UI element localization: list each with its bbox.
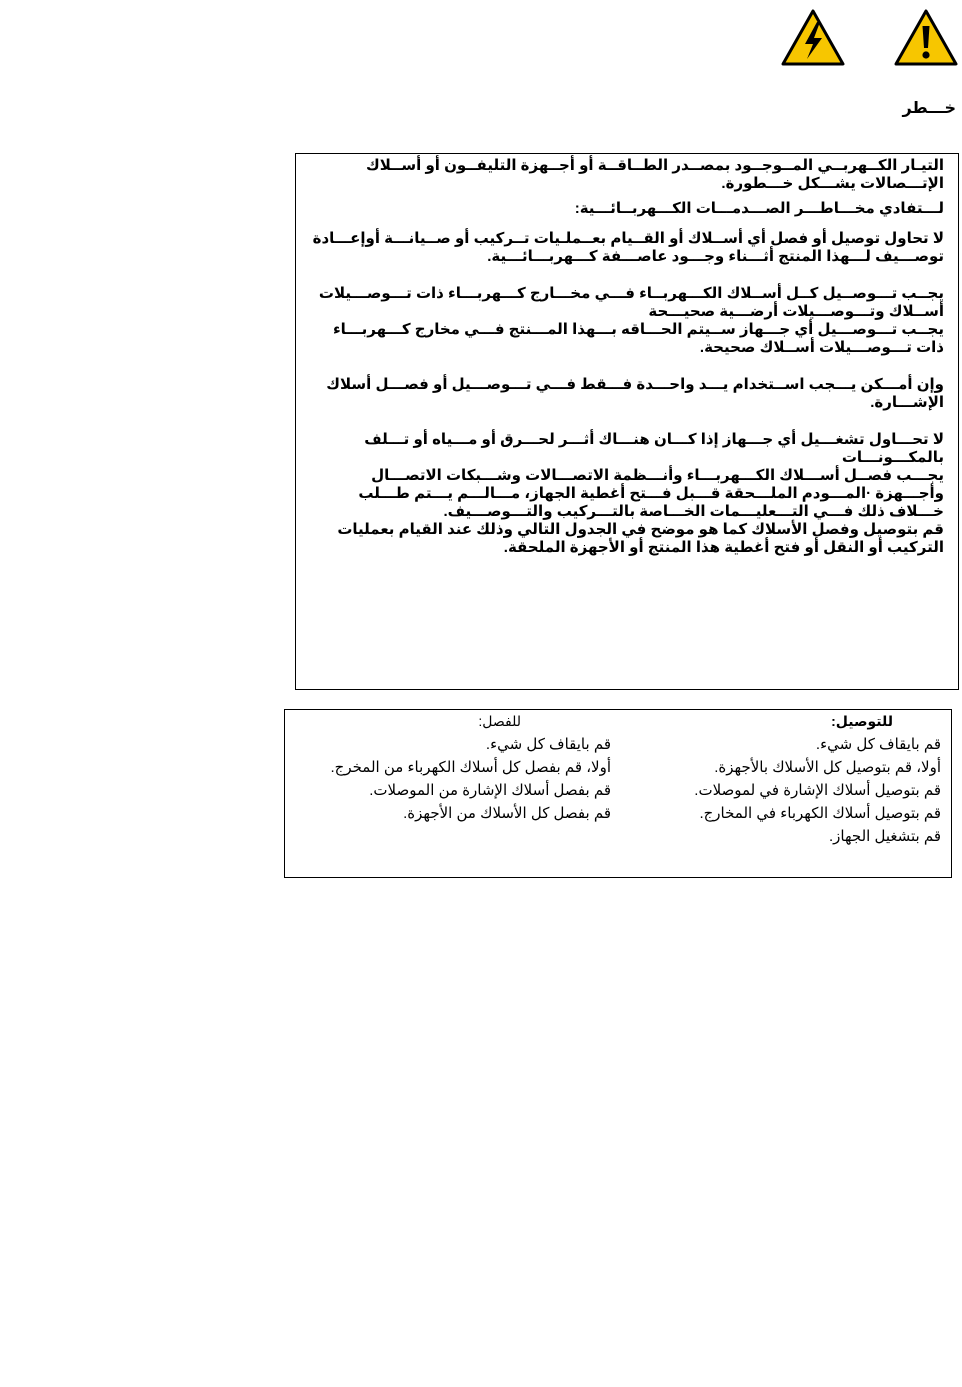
warning-paragraph: وإن أمـــكن يـــجب اســتخدام يـــد واحـــدة فـــقط فـــي تـــوصـــيل أو فصـــل أسلاك الإشـــارة. [326,376,944,411]
warning-paragraph: التيـار الكــهربــي المــوجــود بمصــدر الطــاقــة أو أجــهزة التليفــون أو أســلاك الإتـــصالات يشـــكل خـــطورة. [366,157,944,192]
connect-steps [651,733,941,848]
electrical-hazard-icon [780,8,846,68]
connect-step: قم بتوصيل أسلاك الكهرباء في المخارج. [699,805,941,822]
warning-paragraph: يجــب تـــوصــيل كــل أســلاك الكـــهربــاء فـــي مخـــارج كـــهربـــاء ذات تـــوصـــيلات أســلاك وتـــوصـــيلات أرضـــية صحيـــحة [318,285,944,320]
connect-step: قم بايقاف كل شيء. [815,736,941,753]
warning-paragraph: يجــب تـــوصـــيل أي جـــهاز ســيتم الحـــاقه بـــهذا المـــنتج فـــي مخارج كـــهربـــاء ذات تـــوصـــيلات أســلاك صحيحة. [332,321,944,356]
disconnect-step: قم بفصل كل الأسلاك من الأجهزة. [403,805,611,822]
connect-disconnect-table [284,709,952,878]
safety-warning-box [295,153,959,690]
disconnect-heading: للفصل: [478,713,521,729]
caution-exclamation-icon [893,8,959,68]
disconnect-step: قم بايقاف كل شيء. [485,736,611,753]
danger-title: خـــطر [902,100,956,117]
connect-step: قم بتشغيل الجهاز. [828,828,941,845]
warning-paragraph: لـــتفادي مخـــاطـــر الصـــدمـــات الكـــهربــائـــية: [574,200,944,217]
connect-heading: للتوصيل: [831,713,893,729]
warning-paragraph: يجـــب فصــل أســـلاك الكـــهربـــاء وأنـــظمة الاتصـــالات وشـــبكات الاتصـــال وأجـــهزة ·المـــودم الملـــحقة قـــبل فـــتح أغطية الجهاز، مـــالـــم يـــتم طـــلب خـــلاف ذلك فـــي التـــعليـــمات الخـــاصة بالتـــركيب والتـــوصـــيف. [358,467,944,520]
warning-paragraph: لا تحـــاول تشغـــيل أي جـــهاز إذا كـــان هنـــاك أثـــر لحـــرق أو مـــياه أو تـــلف بالمكـــونـــات [364,431,944,466]
connect-column [651,710,941,848]
warning-paragraph: قم بتوصيل وفصل الأسلاك كما هو موضح في الجدول التالي وذلك عند القيام بعمليات التركيب أو النقل أو فتح أغطية هذا المنتج أو الأجهزة الملحقة. [337,521,944,556]
disconnect-step: قم بفصل أسلاك الإشارة من الموصلات. [369,782,611,799]
disconnect-steps [291,733,611,825]
disconnect-step: أولا، قم بفصل كل أسلاك الكهرباء من المخرج. [330,759,611,776]
connect-step: قم بتوصيل أسلاك الإشارة في لموصلات. [694,782,941,799]
warning-paragraph: لا تحاول توصيل أو فصل أي أســلاك أو القــيام بعــملـيات تــركيب أو صــيانـــة أوإعـــادة توصـــيف لـــهذا المنتج أثـــناء وجـــود عاصـــفة كـــهربـــائـــية. [312,230,944,265]
disconnect-column [291,710,611,825]
connect-step: أولا، قم بتوصيل كل الأسلاك بالأجهزة. [714,759,941,776]
